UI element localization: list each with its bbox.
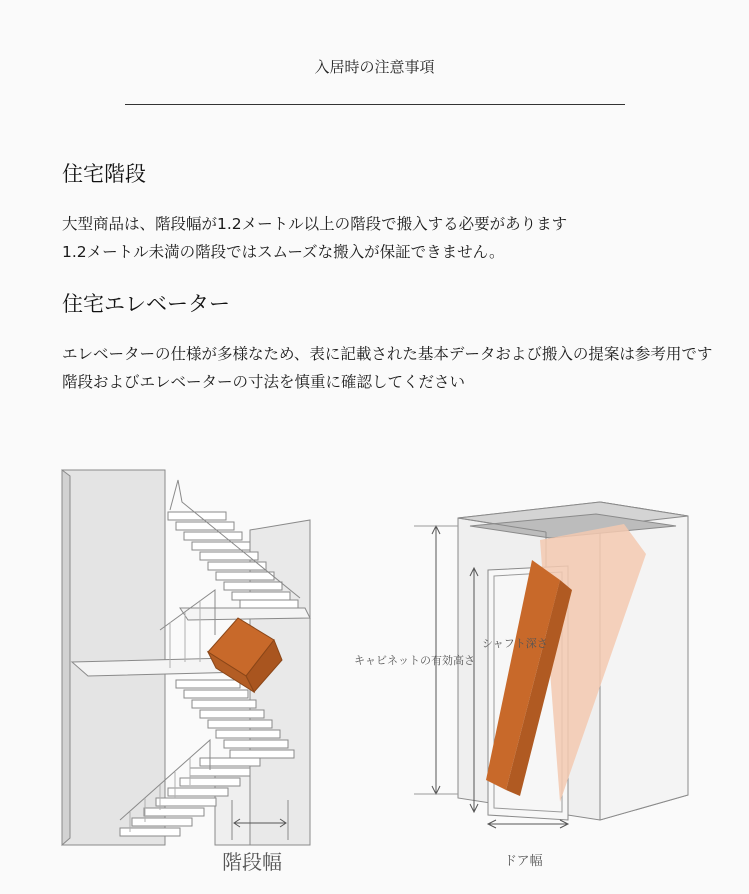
page-title: 入居時の注意事項: [314, 58, 435, 76]
title-divider: [125, 104, 625, 105]
stairs-line-1: 大型商品は、階段幅が1.2メートル以上の階段で搬入する必要があります: [62, 215, 568, 233]
stairs-width-caption: 階段幅: [222, 850, 282, 874]
stairs-line-2: 1.2メートル未満の階段ではスムーズな搬入が保証できません。: [62, 243, 505, 261]
stairs-heading: 住宅階段: [62, 162, 146, 186]
stairs-description: [62, 210, 567, 266]
illustrations: [0, 440, 749, 894]
elevator-line-2: 階段およびエレベーターの寸法を慎重に確認してください: [62, 373, 466, 391]
door-width-caption: ドア幅: [504, 854, 543, 869]
shaft-depth-label: シャフト深さ: [482, 637, 548, 650]
elevator-description: [62, 340, 712, 396]
elevator-line-1: エレベーターの仕様が多様なため、表に記載された基本データおよび搬入の提案は参考用です: [62, 345, 713, 363]
cabinet-height-label: キャビネットの有効高さ: [354, 654, 475, 667]
elevator-heading: 住宅エレベーター: [62, 292, 230, 316]
